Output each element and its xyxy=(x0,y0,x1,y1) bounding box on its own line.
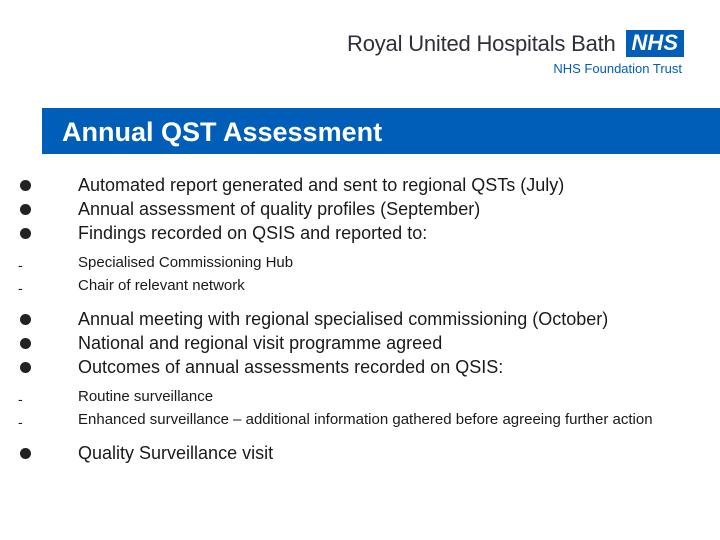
dash-marker: - xyxy=(18,391,23,407)
bullet-list xyxy=(18,173,708,465)
list-item: National and regional visit programme agreed xyxy=(18,331,708,355)
sub-list-item: - Enhanced surveillance – additional information gathered before agreeing further action xyxy=(18,411,653,430)
dash-marker: - xyxy=(18,257,23,273)
bullet-dot-icon xyxy=(20,204,31,215)
list-item: Outcomes of annual assessments recorded on QSIS: xyxy=(18,355,708,379)
hospital-logo xyxy=(347,30,684,76)
bullet-dot-icon xyxy=(20,228,31,239)
bullet-dot-icon xyxy=(20,314,31,325)
dash-marker: - xyxy=(18,414,23,430)
bullet-dot-icon xyxy=(20,180,31,191)
bullet-dot-icon xyxy=(20,338,31,349)
list-item: Automated report generated and sent to regional QSTs (July) xyxy=(18,173,708,197)
list-item: Annual meeting with regional specialised commissioning (October) xyxy=(18,307,708,331)
dash-marker: - xyxy=(18,280,23,296)
bullet-dot-icon xyxy=(20,448,31,459)
nhs-badge: NHS xyxy=(626,30,684,57)
sub-list-item: - Specialised Commissioning Hub xyxy=(18,254,294,273)
bullet-dot-icon xyxy=(20,362,31,373)
org-name: Royal United Hospitals Bath xyxy=(347,30,616,56)
list-item: Annual assessment of quality profiles (September) xyxy=(18,197,708,221)
sub-list-item: - Chair of relevant network xyxy=(18,277,245,296)
slide-title: Annual QST Assessment xyxy=(62,117,383,147)
list-item: Findings recorded on QSIS and reported to: xyxy=(18,221,708,245)
list-item: Quality Surveillance visit xyxy=(18,441,708,465)
slide-title-bar xyxy=(42,108,720,154)
sub-list-item: - Routine surveillance xyxy=(18,388,214,407)
trust-name: NHS Foundation Trust xyxy=(553,61,682,77)
